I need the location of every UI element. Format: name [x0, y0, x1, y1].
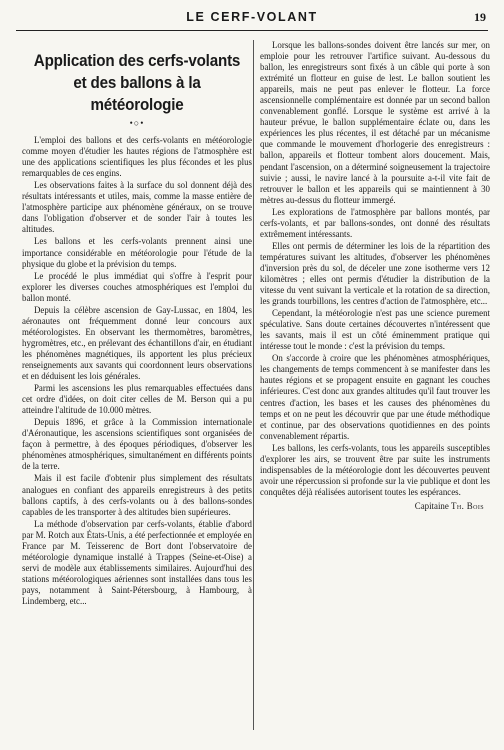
title-ornament: •○•: [129, 118, 145, 128]
paragraph: Cependant, la météorologie n'est pas une science purement spéculative. Sans doute certaines découvertes n'intéressent que les savants, mais il est un côté éminemment pratique qui intéresse tout le monde : c'est la prévision du temps.: [260, 308, 490, 352]
paragraph: L'emploi des ballons et des cerfs-volants en météorologie comme moyen d'étudier les hautes régions de l'atmosphère est une des applications scientifiques les plus fécondes et les plus remarquables de ces engins.: [22, 135, 252, 179]
journal-title: LE CERF-VOLANT: [186, 10, 318, 24]
paragraph: Mais il est facile d'obtenir plus simplement des résultats analogues en confiant des appareils enregistreurs à des petits ballons captifs, à des cerfs-volants ou à des ballons-sondes capables de les transporter à des altitudes bien supérieures.: [22, 473, 252, 517]
author-signature: [260, 501, 490, 512]
article-title: [31, 50, 243, 116]
paragraph: Les observations faites à la surface du sol donnent déjà des résultats intéressants et utiles, mais, comme la masse entière de l'atmosphère participe aux phénomène généraux, on se trouve dans l'obligation d'observer et de sonder l'air à toutes les altitudes.: [22, 180, 252, 235]
paragraph: Les ballons et les cerfs-volants prennent ainsi une importance considérable en météorologie pour l'étude de la physique du globe et la prévision du temps.: [22, 236, 252, 269]
paragraph: Les explorations de l'atmosphère par ballons montés, par cerfs-volants, et par ballons-sondes, ont donné des résultats extrêmement intéressants.: [260, 206, 490, 239]
page-header: [16, 8, 488, 31]
paragraph: Les ballons, les cerfs-volants, tous les appareils susceptibles d'explorer les airs, se trouvent être par suite les instruments indispensables de la météorologie dont les découvertes peuvent avoir une répercussion si profonde sur la vie publique et dont les conquêtes déjà réalisées autorisent toutes les espérances.: [260, 442, 490, 497]
paragraph: Lorsque les ballons-sondes doivent être lancés sur mer, on emploie pour les retrouver l'artifice suivant. Au-dessous du ballon, les enregistreurs sont fixés à un câble qui porte à son extrémité un flotteur en guise de lest. Le ballon soutient les appareils, mais ne peut pas enlever le flotteur. La force ascensionnelle complémentaire est donnée par un second ballon convenablement gonflé. Lorsque le système est arrivé à la hauteur prévue, le ballon supplémentaire éclate ou, dans les expériences les plus récentes, il est détaché par un mécanisme que commande le mouvement d'horlogerie des enregistreurs : ballon, appareils et flotteur tombent alors doucement. Mais, pendant l'ascension, on a déterminé soigneusement la trajectoire suivie ; aussi, le navire lancé à la poursuite a-t-il vite fait de retrouver le ballon et les appareils qui se maintiennent à 30 mètres au-dessus du flotteur immergé.: [260, 40, 490, 205]
paragraph: Depuis 1896, et grâce à la Commission internationale d'Aéronautique, les ascensions scientifiques sont organisées de façon à permettre, à des époques périodiques, d'observer les phénomènes atmosphériques, simultanément en différents points de la terre.: [22, 417, 252, 472]
paragraph: Parmi les ascensions les plus remarquables effectuées dans cet ordre d'idées, on doit citer celles de M. Berson qui a pu atteindre l'altitude de 10.000 mètres.: [22, 383, 252, 416]
signature-name: Th. Bois: [451, 500, 484, 511]
column-divider: [253, 40, 254, 730]
paragraph: On s'accorde à croire que les phénomènes atmosphériques, les changements de temps commencent à se manifester dans les hautes régions et se propagent ensuite en gagnant les couches inférieures. C'est donc aux grandes altitudes qu'il faut trouver les centres d'action, les bases et les causes des phénomènes du temps et on ne peut les découvrir que par une étude méthodique et continue, par des observations quotidiennes en des points convenablement répartis.: [260, 353, 490, 441]
paragraph: Le procédé le plus immédiat qui s'offre à l'esprit pour explorer les diverses couches atmosphériques est l'emploi du ballon monté.: [22, 270, 252, 303]
right-column: [260, 40, 490, 512]
signature-prefix: Capitaine: [414, 500, 449, 511]
article-title-line-1: Application des cerfs-volants: [33, 52, 241, 70]
paragraph: Elles ont permis de déterminer les lois de la répartition des températures suivant les altitudes, d'observer les phénomènes d'inversion près du sol, de déceler une zone isotherme vers 12 kilomètres ; elles ont permis d'étudier la distribution de la vitesse du vent suivant la verticale et la rotation de sa direction, les grands tourbillons, les centres d'action de l'atmosphère, etc...: [260, 240, 490, 307]
paragraph: Depuis la célèbre ascension de Gay-Lussac, en 1804, les aéronautes ont fréquemment donné leur concours aux météorologistes. En observant les thermomètres, baromètres, hygromètres, etc., en prélevant des échantillons d'air, en étudiant les phénomènes magnétiques, ils apportent les plus précieux renseignements aux savants qui coordonnent leurs observations et en déduisent les lois générales.: [22, 304, 252, 382]
article-title-line-2: et des ballons à la météorologie: [73, 74, 201, 114]
left-column: [22, 40, 252, 608]
paragraph: La méthode d'observation par cerfs-volants, établie d'abord par M. Rotch aux États-Unis, a été perfectionnée et employée en France par M. Teisserenc de Bort dont l'observatoire de météorologie dynamique installé à Trappes (Seine-et-Oise) a servi de modèle aux établissements similaires. Aujourd'hui des stations météorologiques aériennes sont installées dans tous les pays, notamment à Saint-Pétersbourg, à Hambourg, à Lindemberg, etc...: [22, 518, 252, 606]
page-number: 19: [474, 10, 486, 24]
